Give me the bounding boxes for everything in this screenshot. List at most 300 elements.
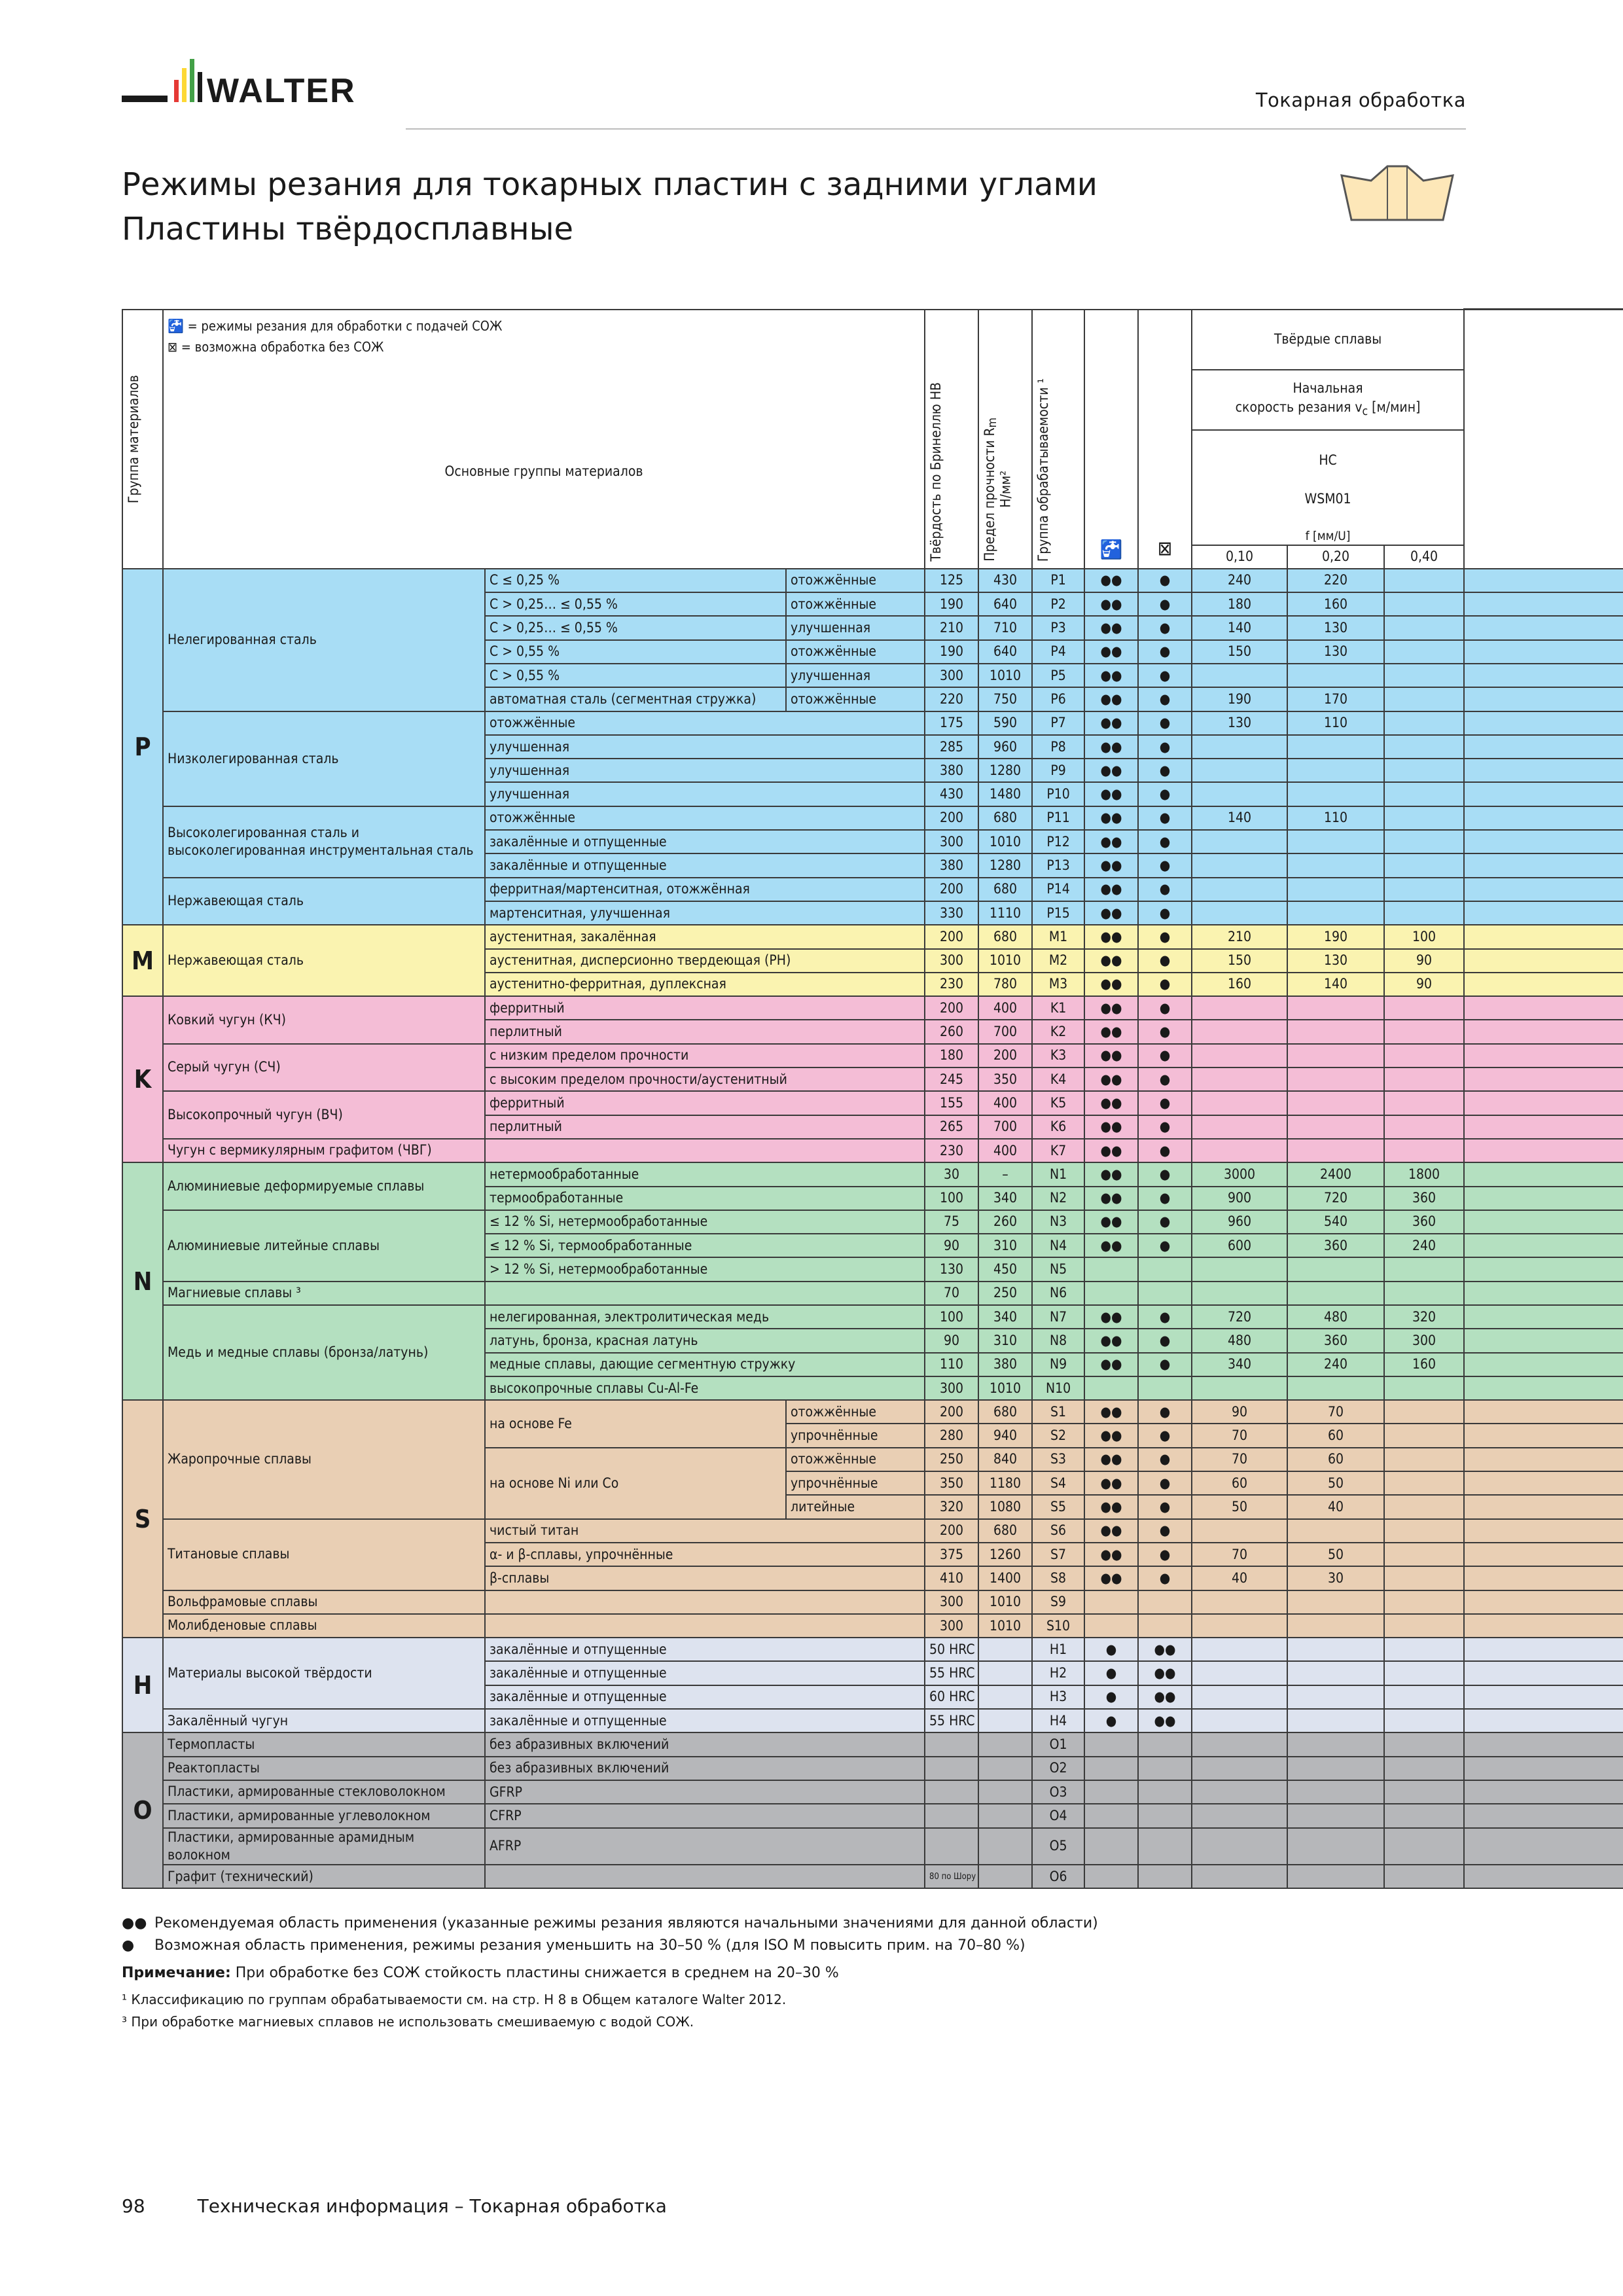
legend [122, 1912, 1098, 2033]
material-condition: отожжённые [786, 592, 925, 616]
machinability-group: S6 [1032, 1519, 1084, 1543]
table-row [122, 569, 1623, 592]
tensile-value: 680 [978, 1519, 1032, 1543]
table-row [122, 1305, 1623, 1329]
material-subgroup: GFRP [485, 1780, 925, 1804]
coolant-rating: ●● [1084, 1020, 1138, 1043]
tensile-value: 780 [978, 973, 1032, 996]
dry-rating: ● [1138, 1519, 1192, 1543]
feed-0-10: 0,10 [1192, 545, 1287, 569]
speed-f040 [1384, 782, 1464, 806]
material-main-group: Нержавеющая сталь [163, 878, 485, 925]
hardness-value: 200 [925, 925, 978, 948]
material-main-group: Нелегированная сталь [163, 569, 485, 711]
speed-f040 [1384, 735, 1464, 759]
speed-f040 [1384, 1732, 1464, 1756]
machinability-group: P15 [1032, 901, 1084, 925]
coolant-rating: ●● [1084, 1329, 1138, 1352]
material-main-group: Закалённый чугун [163, 1709, 485, 1732]
machinability-group: N6 [1032, 1282, 1084, 1305]
tensile-value: 1010 [978, 949, 1032, 973]
hardness-value: 200 [925, 806, 978, 830]
tensile-value [978, 1709, 1032, 1732]
coolant-rating: ●● [1084, 1471, 1138, 1495]
tensile-value: – [978, 1162, 1032, 1186]
carbide-header: Твёрдые сплавы [1192, 310, 1464, 370]
speed-f040: 1800 [1384, 1162, 1464, 1186]
machinability-group: H4 [1032, 1709, 1084, 1732]
spare-cell [1464, 925, 1623, 948]
spare-cell [1464, 853, 1623, 877]
speed-f020 [1287, 1376, 1384, 1400]
speed-f010 [1192, 1257, 1287, 1281]
speed-f010 [1192, 1091, 1287, 1115]
feed-header: f [мм/U] [1192, 529, 1464, 545]
tensile-value: 1010 [978, 830, 1032, 853]
material-main-group: Низколегированная сталь [163, 711, 485, 806]
machinability-group: P13 [1032, 853, 1084, 877]
material-condition: отожжённые [786, 569, 925, 592]
machinability-group: O6 [1032, 1865, 1084, 1888]
machinability-group: S5 [1032, 1495, 1084, 1518]
speed-f010 [1192, 1139, 1287, 1162]
spare-cell [1464, 1376, 1623, 1400]
tensile-value: 1010 [978, 1590, 1032, 1614]
speed-f020: 540 [1287, 1210, 1384, 1234]
hardness-value: 80 по Шору [925, 1865, 978, 1888]
hc-label: HC [1319, 452, 1337, 468]
coolant-rating: ●● [1084, 806, 1138, 830]
dry-rating: ● [1138, 1234, 1192, 1257]
hardness-value: 380 [925, 759, 978, 782]
table-row [122, 1091, 1623, 1115]
dry-rating: ● [1138, 735, 1192, 759]
dry-rating: ● [1138, 1139, 1192, 1162]
hardness-value: 55 HRC [925, 1661, 978, 1685]
material-subgroup: аустенитная, дисперсионно твердеющая (PH) [485, 949, 925, 973]
dry-rating: ● [1138, 878, 1192, 901]
speed-f040 [1384, 1638, 1464, 1661]
dry-rating: ● [1138, 1210, 1192, 1234]
dry-rating: ● [1138, 592, 1192, 616]
machinability-group: K4 [1032, 1067, 1084, 1091]
material-main-group: Алюминиевые литейные сплавы [163, 1210, 485, 1282]
speed-f010: 150 [1192, 640, 1287, 664]
speed-f020: 240 [1287, 1353, 1384, 1376]
material-condition: отожжённые [786, 1448, 925, 1471]
header-rule [406, 128, 1466, 130]
material-subgroup: улучшенная [485, 759, 925, 782]
speed-f020 [1287, 853, 1384, 877]
speed-f040 [1384, 1685, 1464, 1709]
material-condition: улучшенная [786, 616, 925, 639]
speed-f020: 50 [1287, 1543, 1384, 1566]
speed-f010 [1192, 1614, 1287, 1638]
spare-cell [1464, 1282, 1623, 1305]
tensile-value: 1080 [978, 1495, 1032, 1518]
machinability-group: S7 [1032, 1543, 1084, 1566]
table-row [122, 1162, 1623, 1186]
dry-rating: ● [1138, 1543, 1192, 1566]
coolant-rating: ●● [1084, 1234, 1138, 1257]
machinability-group: P4 [1032, 640, 1084, 664]
tensile-value: 1180 [978, 1471, 1032, 1495]
tensile-value: 260 [978, 1210, 1032, 1234]
material-subgroup: отожжённые [485, 806, 925, 830]
tensile-value: 700 [978, 1115, 1032, 1139]
speed-f020 [1287, 1804, 1384, 1827]
material-subgroup: β-сплавы [485, 1566, 925, 1590]
tensile-value [978, 1780, 1032, 1804]
speed-f040 [1384, 1282, 1464, 1305]
machinability-group: O5 [1032, 1828, 1084, 1865]
tensile-value: 310 [978, 1329, 1032, 1352]
material-subgroup: закалённые и отпущенные [485, 1709, 925, 1732]
spare-cell [1464, 735, 1623, 759]
tensile-value: 680 [978, 1400, 1032, 1424]
material-main-group: Алюминиевые деформируемые сплавы [163, 1162, 485, 1210]
material-subgroup [485, 1865, 925, 1888]
material-subgroup: без абразивных включений [485, 1757, 925, 1780]
hardness-value: 300 [925, 949, 978, 973]
coolant-rating: ●● [1084, 1187, 1138, 1210]
speed-f020 [1287, 1757, 1384, 1780]
speed-f020 [1287, 664, 1384, 687]
spare-column [1464, 310, 1623, 569]
speed-f040: 360 [1384, 1187, 1464, 1210]
table-row [122, 1828, 1623, 1865]
tensile-value: 1010 [978, 664, 1032, 687]
dry-rating: ●● [1138, 1638, 1192, 1661]
table-row [122, 806, 1623, 830]
speed-f040: 100 [1384, 925, 1464, 948]
material-subgroup: высокопрочные сплавы Cu-Al-Fe [485, 1376, 925, 1400]
coolant-rating [1084, 1590, 1138, 1614]
material-main-group: Молибденовые сплавы [163, 1614, 485, 1638]
coolant-rating: ●● [1084, 925, 1138, 948]
table-row [122, 1400, 1623, 1424]
spare-cell [1464, 1757, 1623, 1780]
material-subgroup [485, 1139, 925, 1162]
spare-cell [1464, 1329, 1623, 1352]
hardness-value: 200 [925, 1400, 978, 1424]
spare-cell [1464, 759, 1623, 782]
speed-f010 [1192, 1780, 1287, 1804]
spare-cell [1464, 1162, 1623, 1186]
speed-f020: 60 [1287, 1448, 1384, 1471]
dry-rating: ● [1138, 901, 1192, 925]
tensile-header: Предел прочности $R_m$ Н/мм² [978, 310, 1032, 569]
speed-f040 [1384, 878, 1464, 901]
coolant-rating: ● [1084, 1661, 1138, 1685]
speed-f010: 600 [1192, 1234, 1287, 1257]
hardness-value: 350 [925, 1471, 978, 1495]
material-condition: отожжённые [786, 687, 925, 711]
coolant-rating: ● [1084, 1638, 1138, 1661]
speed-f040 [1384, 1780, 1464, 1804]
grade-header [1192, 430, 1464, 529]
table-row [122, 711, 1623, 735]
speed-f010: 130 [1192, 711, 1287, 735]
coolant-rating [1084, 1376, 1138, 1400]
dry-rating: ● [1138, 830, 1192, 853]
speed-f020 [1287, 1709, 1384, 1732]
spare-cell [1464, 1590, 1623, 1614]
speed-f040 [1384, 1566, 1464, 1590]
coolant-rating: ●● [1084, 616, 1138, 639]
tensile-value: 250 [978, 1282, 1032, 1305]
coolant-rating: ●● [1084, 996, 1138, 1020]
dry-rating: ● [1138, 996, 1192, 1020]
hardness-value: 320 [925, 1495, 978, 1518]
table-row [122, 1780, 1623, 1804]
hardness-value: 230 [925, 1139, 978, 1162]
dry-rating [1138, 1780, 1192, 1804]
speed-f020 [1287, 1519, 1384, 1543]
material-main-group: Титановые сплавы [163, 1519, 485, 1590]
machinability-group: M2 [1032, 949, 1084, 973]
grade-label: WSM01 [1304, 490, 1351, 507]
speed-f010 [1192, 735, 1287, 759]
speed-f020 [1287, 1638, 1384, 1661]
speed-f020: 220 [1287, 569, 1384, 592]
dry-rating [1138, 1757, 1192, 1780]
machinability-group: P8 [1032, 735, 1084, 759]
tensile-value: 400 [978, 1091, 1032, 1115]
legend-double-dot: ●● [122, 1915, 147, 1931]
speed-f010: 960 [1192, 1210, 1287, 1234]
speed-f010: 140 [1192, 806, 1287, 830]
speed-f020 [1287, 1732, 1384, 1756]
hardness-value: 70 [925, 1282, 978, 1305]
speed-f010 [1192, 1020, 1287, 1043]
cutting-data-table [122, 308, 1623, 1889]
speed-f020 [1287, 1044, 1384, 1067]
machinability-group: S1 [1032, 1400, 1084, 1424]
machinability-group: K6 [1032, 1115, 1084, 1139]
coolant-rating: ● [1084, 1685, 1138, 1709]
table-row [122, 878, 1623, 901]
material-main-group: Материалы высокой твёрдости [163, 1638, 485, 1709]
material-subgroup: на основе Ni или Co [485, 1448, 786, 1519]
tensile-value: 1260 [978, 1543, 1032, 1566]
machinability-group: N7 [1032, 1305, 1084, 1329]
speed-f010: 70 [1192, 1543, 1287, 1566]
hardness-value [925, 1828, 978, 1865]
material-subgroup [485, 1614, 925, 1638]
material-subgroup: аустенитно-ферритная, дуплексная [485, 973, 925, 996]
speed-f040: 90 [1384, 973, 1464, 996]
speed-f010: 180 [1192, 592, 1287, 616]
dry-rating: ● [1138, 1044, 1192, 1067]
speed-f020: 50 [1287, 1471, 1384, 1495]
hardness-value: 220 [925, 687, 978, 711]
hardness-value: 75 [925, 1210, 978, 1234]
speed-f020 [1287, 1282, 1384, 1305]
speed-f010: 480 [1192, 1329, 1287, 1352]
material-group-letter: M [122, 925, 163, 996]
material-subgroup: α- и β-сплавы, упрочнённые [485, 1543, 925, 1566]
tensile-value: 840 [978, 1448, 1032, 1471]
coolant-rating [1084, 1780, 1138, 1804]
footer-text: Техническая информация – Токарная обработка [197, 2195, 667, 2217]
dry-rating: ● [1138, 806, 1192, 830]
hardness-value: 245 [925, 1067, 978, 1091]
hardness-value: 200 [925, 878, 978, 901]
hardness-value: 110 [925, 1353, 978, 1376]
speed-f010: 90 [1192, 1400, 1287, 1424]
material-subgroup: мартенситная, улучшенная [485, 901, 925, 925]
speed-f040 [1384, 996, 1464, 1020]
speed-f020 [1287, 1257, 1384, 1281]
legend-recommended: Рекомендуемая область применения (указанные режимы резания являются начальными значениями для данной области) [154, 1915, 1098, 1931]
speed-f010 [1192, 853, 1287, 877]
hardness-value: 210 [925, 616, 978, 639]
machinability-group: P3 [1032, 616, 1084, 639]
hardness-value [925, 1757, 978, 1780]
material-subgroup: закалённые и отпущенные [485, 853, 925, 877]
group-column-header: Группа материалов [122, 310, 163, 569]
coolant-rating: ●● [1084, 853, 1138, 877]
speed-f040 [1384, 1115, 1464, 1139]
legend-single-dot: ● [122, 1937, 135, 1954]
hardness-value [925, 1732, 978, 1756]
hardness-value: 100 [925, 1187, 978, 1210]
hardness-value: 200 [925, 996, 978, 1020]
material-main-group: Жаропрочные сплавы [163, 1400, 485, 1518]
material-subgroup: ферритный [485, 996, 925, 1020]
speed-f020 [1287, 1091, 1384, 1115]
speed-f040: 240 [1384, 1234, 1464, 1257]
dry-rating [1138, 1828, 1192, 1865]
note-label: Примечание: [122, 1965, 231, 1981]
speed-f010 [1192, 1115, 1287, 1139]
machinability-group: K2 [1032, 1020, 1084, 1043]
material-condition: литейные [786, 1495, 925, 1518]
speed-f040 [1384, 569, 1464, 592]
material-subgroup: латунь, бронза, красная латунь [485, 1329, 925, 1352]
speed-f040 [1384, 592, 1464, 616]
speed-f020: 30 [1287, 1566, 1384, 1590]
machinability-group: P2 [1032, 592, 1084, 616]
tensile-value [978, 1865, 1032, 1888]
machinability-group: O3 [1032, 1780, 1084, 1804]
spare-cell [1464, 1115, 1623, 1139]
hardness-value: 100 [925, 1305, 978, 1329]
speed-f020: 110 [1287, 711, 1384, 735]
coolant-rating: ●● [1084, 1210, 1138, 1234]
speed-f020: 70 [1287, 1400, 1384, 1424]
tensile-value: 640 [978, 592, 1032, 616]
speed-f010 [1192, 1282, 1287, 1305]
spare-cell [1464, 1828, 1623, 1865]
hardness-value: 430 [925, 782, 978, 806]
spare-cell [1464, 664, 1623, 687]
spare-cell [1464, 1187, 1623, 1210]
material-subgroup: C ≤ 0,25 % [485, 569, 786, 592]
dry-rating: ● [1138, 1329, 1192, 1352]
speed-f010: 70 [1192, 1424, 1287, 1447]
speed-f040 [1384, 1543, 1464, 1566]
speed-f020 [1287, 1865, 1384, 1888]
coolant-rating [1084, 1757, 1138, 1780]
dry-rating: ● [1138, 1566, 1192, 1590]
speed-f040: 300 [1384, 1329, 1464, 1352]
speed-f020 [1287, 901, 1384, 925]
coolant-rating: ●● [1084, 1495, 1138, 1518]
coolant-rating [1084, 1828, 1138, 1865]
tensile-value: 1280 [978, 853, 1032, 877]
speed-f040 [1384, 1495, 1464, 1518]
material-subgroup: закалённые и отпущенные [485, 830, 925, 853]
spare-cell [1464, 1091, 1623, 1115]
tensile-value: 960 [978, 735, 1032, 759]
spare-cell [1464, 1471, 1623, 1495]
speed-f040 [1384, 711, 1464, 735]
dry-rating [1138, 1865, 1192, 1888]
coolant-rating: ●● [1084, 1044, 1138, 1067]
coolant-rating: ●● [1084, 1424, 1138, 1447]
material-subgroup: нетермообработанные [485, 1162, 925, 1186]
speed-f020: 130 [1287, 949, 1384, 973]
machinability-group: K3 [1032, 1044, 1084, 1067]
machinability-group: K7 [1032, 1139, 1084, 1162]
spare-cell [1464, 1732, 1623, 1756]
tensile-value [978, 1732, 1032, 1756]
speed-f010: 160 [1192, 973, 1287, 996]
coolant-rating: ●● [1084, 1543, 1138, 1566]
table-row [122, 1519, 1623, 1543]
speed-f020: 2400 [1287, 1162, 1384, 1186]
speed-f020: 160 [1287, 592, 1384, 616]
tensile-value: 680 [978, 806, 1032, 830]
table-row [122, 1804, 1623, 1827]
speed-f020 [1287, 1661, 1384, 1685]
coolant-rating [1084, 1804, 1138, 1827]
coolant-rating: ●● [1084, 1139, 1138, 1162]
material-main-group: Графит (технический) [163, 1865, 485, 1888]
material-subgroup: без абразивных включений [485, 1732, 925, 1756]
material-main-group: Высокопрочный чугун (ВЧ) [163, 1091, 485, 1139]
material-group-letter: K [122, 996, 163, 1162]
tensile-value: 750 [978, 687, 1032, 711]
machinability-group: S2 [1032, 1424, 1084, 1447]
coolant-rating: ●● [1084, 1448, 1138, 1471]
speed-f040 [1384, 1424, 1464, 1447]
hardness-value: 260 [925, 1020, 978, 1043]
section-label: Токарная обработка [1255, 89, 1466, 111]
material-condition: упрочнённые [786, 1471, 925, 1495]
hardness-value: 90 [925, 1329, 978, 1352]
speed-f010 [1192, 830, 1287, 853]
coolant-rating: ●● [1084, 1067, 1138, 1091]
dry-rating [1138, 1376, 1192, 1400]
speed-f020 [1287, 996, 1384, 1020]
speed-f010: 340 [1192, 1353, 1287, 1376]
dry-rating: ● [1138, 1091, 1192, 1115]
machinability-header: Группа обрабатываемости ¹ [1032, 310, 1084, 569]
material-condition: упрочнённые [786, 1424, 925, 1447]
speed-f010: 60 [1192, 1471, 1287, 1495]
spare-cell [1464, 1780, 1623, 1804]
hardness-value: 300 [925, 1376, 978, 1400]
machinability-group: P9 [1032, 759, 1084, 782]
machinability-group: M1 [1032, 925, 1084, 948]
table-row [122, 1590, 1623, 1614]
spare-cell [1464, 1865, 1623, 1888]
dry-rating [1138, 1804, 1192, 1827]
hardness-value: 190 [925, 592, 978, 616]
